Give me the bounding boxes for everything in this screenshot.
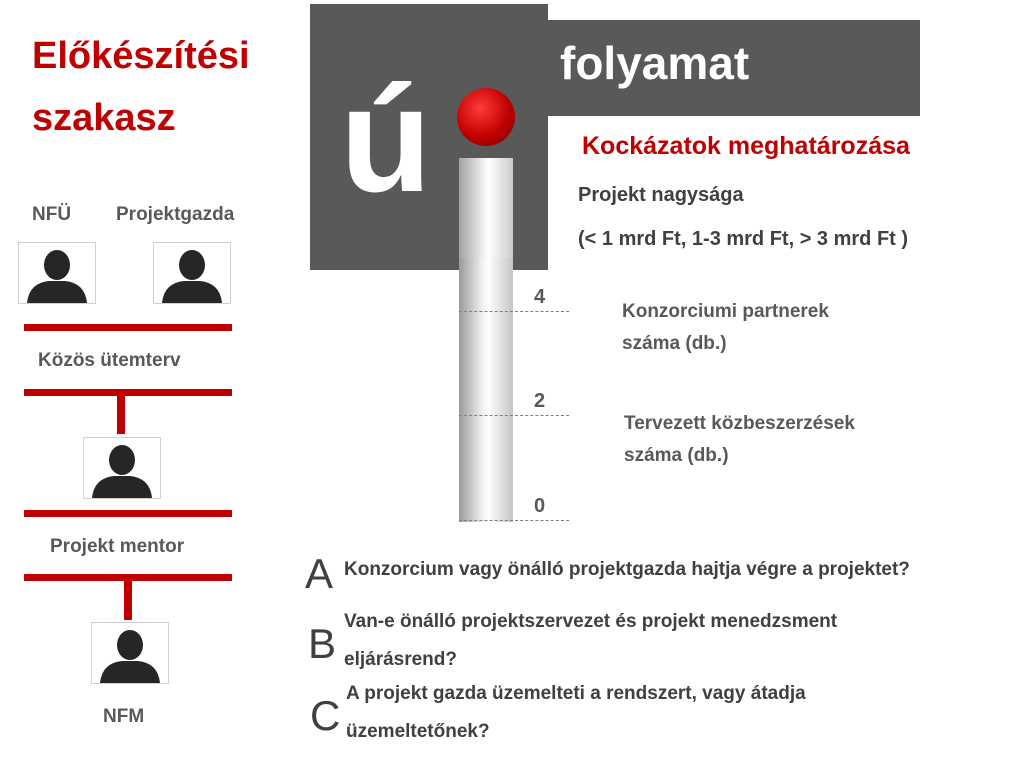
procurements-label: Tervezett közbeszerzések száma (db.) xyxy=(624,413,855,466)
title-line-2: szakasz xyxy=(32,97,176,139)
person-icon xyxy=(92,623,168,683)
connector-bar xyxy=(24,389,232,396)
question-letter: A xyxy=(305,550,334,597)
risk-heading: Kockázatok meghatározása xyxy=(582,132,910,160)
page-title xyxy=(32,34,250,140)
question-letter: B xyxy=(308,620,337,667)
person-icon xyxy=(154,243,230,303)
tick-label: 0 xyxy=(534,495,546,517)
nfm-label: NFM xyxy=(103,706,145,727)
nfu-label: NFÜ xyxy=(32,204,72,225)
mentor-avatar xyxy=(83,437,161,499)
tick-label: 2 xyxy=(534,390,546,412)
connector-line xyxy=(124,580,132,620)
person-icon xyxy=(19,243,95,303)
nfu-avatar xyxy=(18,242,96,304)
tick-line xyxy=(459,311,569,312)
project-size-values: (< 1 mrd Ft, 1-3 mrd Ft, > 3 mrd Ft ) xyxy=(578,228,909,250)
question-text: A projekt gazda üzemelteti a rendszert, vagy átadja üzemeltetőnek? xyxy=(346,683,806,742)
thermometer-top xyxy=(459,158,513,258)
thermometer-bulb xyxy=(457,88,515,146)
kozos-utemterv-label: Közös ütemterv xyxy=(38,350,181,371)
question-letter: C xyxy=(310,692,341,739)
projektgazda-label: Projektgazda xyxy=(116,204,235,225)
tick-line xyxy=(459,415,569,416)
question-text: Konzorcium vagy önálló projektgazda hajtja végre a projektet? xyxy=(344,559,910,580)
partners-label: Konzorciumi partnerek száma (db.) xyxy=(622,301,829,354)
connector-bar xyxy=(24,510,232,517)
logo-word: folyamat xyxy=(560,37,750,89)
connector-bar xyxy=(24,324,232,331)
title-line-1: Előkészítési xyxy=(32,35,250,77)
nfm-avatar xyxy=(91,622,169,684)
question-text: Van-e önálló projektszervezet és projekt menedzsment eljárásrend? xyxy=(344,611,838,670)
person-icon xyxy=(84,438,160,498)
project-size-label: Projekt nagysága xyxy=(578,184,744,206)
connector-line xyxy=(117,394,125,434)
tick-label: 4 xyxy=(534,286,546,308)
tick-line xyxy=(459,520,569,521)
projektgazda-avatar xyxy=(153,242,231,304)
projekt-mentor-label: Projekt mentor xyxy=(50,536,185,557)
logo-letter: ú xyxy=(340,55,432,223)
